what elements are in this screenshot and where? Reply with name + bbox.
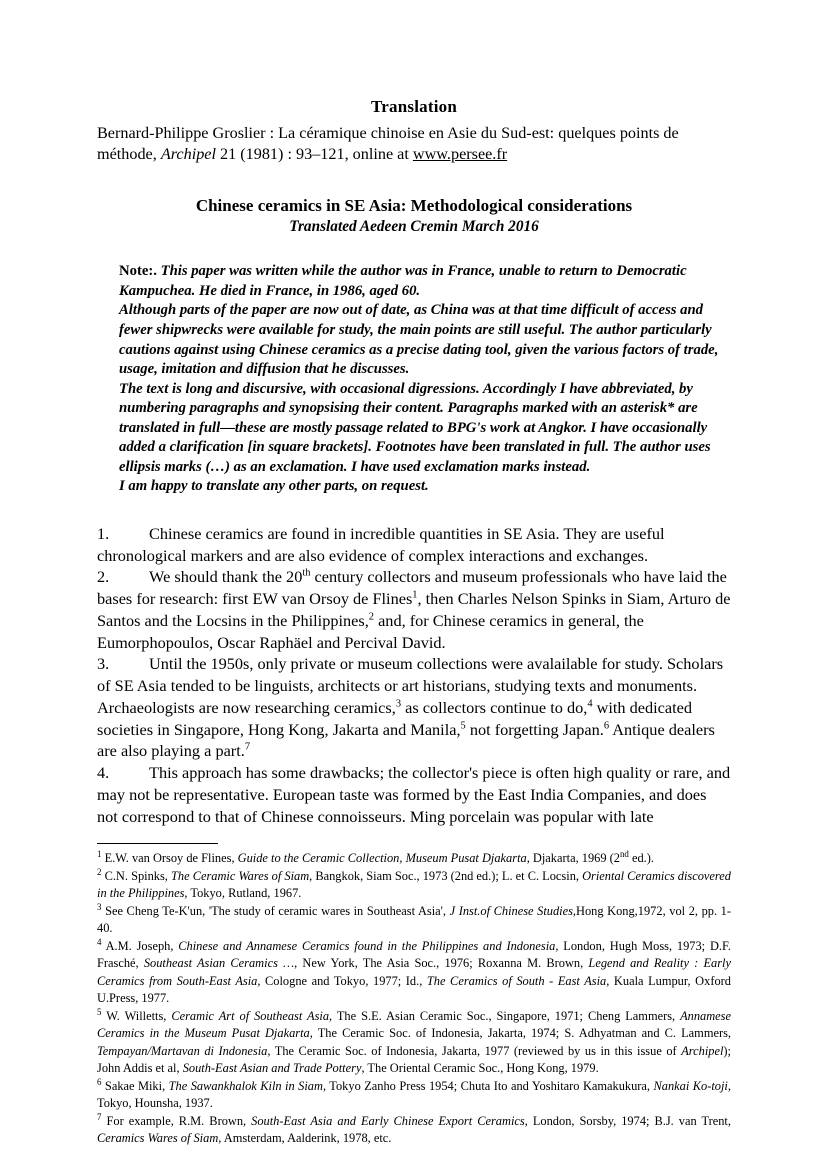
footnote-ref-2[interactable]: 2	[368, 611, 375, 623]
footnote-title-italic: Ceramic Art of Southeast Asia	[171, 1008, 330, 1023]
paragraph-number-4: 4.	[97, 763, 110, 783]
footnote-ordinal-suffix: nd	[619, 849, 629, 860]
footnote-marker: 5	[97, 1006, 102, 1017]
footnote-title-italic: The Sawankhalok Kiln in Siam	[168, 1078, 323, 1093]
footnote-title-italic: Guide to the Ceramic Collection, Museum Pusat Djakarta	[237, 851, 527, 866]
footnote-text: , Tokyo, Rutland, 1967.	[184, 886, 302, 901]
page-content	[97, 0, 731, 1148]
footnote-marker: 7	[97, 1111, 102, 1122]
footnote-title-italic: The Ceramic Wares of Siam	[171, 868, 310, 883]
footnote-ref-7[interactable]: 7	[244, 742, 251, 754]
footnote-text: , Bangkok, Siam Soc., 1973 (2nd ed.); L. et C. Locsin,	[309, 868, 583, 883]
paragraph-text-2a: We should thank the 20	[149, 567, 303, 587]
footnote-text: , Amsterdam, Aalderink, 1978, etc.	[218, 1131, 392, 1146]
footnote-text: See Cheng Te-K'un, 'The study of ceramic wares in Southeast Asia',	[105, 903, 450, 918]
footnote-text: , The Oriental Ceramic Soc., Hong Kong, 1979.	[361, 1061, 599, 1076]
note-text-1: This paper was written while the author was in France, unable to return to Democratic Kampuchea. He died in France, in 1986, aged 60.	[119, 263, 687, 299]
footnote-item	[97, 1008, 731, 1078]
numbered-paragraph-4	[97, 762, 731, 827]
footnote-text: , London, Hugh Moss, 1973; D.F. Frasché,	[97, 938, 731, 971]
footnote-text: W. Willetts,	[106, 1008, 172, 1023]
paragraph-text-3c: with dedicated societies in Singapore, Hong Kong, Jakarta and Manila,	[97, 697, 692, 739]
source-citation	[97, 123, 731, 166]
footnote-text: , The S.E. Asian Ceramic Soc., Singapore, 1971; Cheng Lammers,	[329, 1008, 681, 1023]
footnote-title-italic: Chinese and Annamese Ceramics found in the Philippines and Indonesia	[178, 938, 556, 953]
citation-volume-pages: 21 (1981) : 93–121, online at	[215, 145, 413, 164]
footnote-title-italic: Nankai Ko-toji	[653, 1078, 728, 1093]
footnote-text: , Kuala Lumpur, Oxford U.Press, 1977.	[97, 973, 731, 1006]
footnote-title-italic: Legend and Reality : Early Ceramics from South-East Asia	[97, 956, 731, 988]
footnote-separator-rule	[97, 843, 218, 844]
footnote-text: , The Ceramic Soc. of Indonesia, Jakarta, 1974; S. Adhyatman and C. Lammers,	[309, 1026, 732, 1041]
numbered-paragraph-3	[97, 653, 731, 762]
footnote-ref-3[interactable]: 3	[395, 698, 402, 710]
footnote-text: , Cologne and Tokyo, 1977; Id.,	[257, 973, 427, 988]
footnote-text: C.N. Spinks,	[104, 868, 172, 883]
footnote-ref-1[interactable]: 1	[412, 589, 418, 601]
footnote-title-italic: J Inst.of Chinese Studies	[449, 903, 573, 918]
footnote-title-italic: South-East Asian and Trade Pottery	[182, 1061, 362, 1076]
footnote-marker: 6	[97, 1076, 102, 1087]
paragraph-text-2b: century collectors and museum professionals who have laid the bases for research: first EW van Orsoy de Flines	[97, 567, 727, 609]
citation-authors-title: Bernard-Philippe Groslier : La céramique chinoise en Asie du Sud-est: quelques points de méthode,	[97, 123, 679, 164]
footnote-ref-5[interactable]: 5	[460, 720, 466, 732]
footnote-item	[97, 850, 731, 867]
footnote-title-italic: Southeast Asian Ceramics …	[143, 956, 295, 971]
paragraph-text-3b: as collectors continue to do,	[401, 697, 588, 717]
footnote-marker: 3	[97, 901, 102, 912]
citation-journal-name: Archipel	[160, 145, 216, 164]
footnote-text: ed.).	[628, 851, 654, 866]
footnote-title-italic: Archipel	[681, 1043, 724, 1058]
footnote-text: ); John Addis et al,	[97, 1043, 731, 1076]
note-paragraph-1	[119, 262, 731, 301]
paragraph-text-3e: Antique dealers are also playing a part.	[97, 719, 715, 761]
footnote-text: , Tokyo, Hounsha, 1937.	[97, 1078, 731, 1111]
paragraph-text-1: Chinese ceramics are found in incredible quantities in SE Asia. They are useful chronological markers and are also evidence of complex interactions and exchanges.	[97, 523, 665, 565]
footnotes-section	[97, 850, 731, 1147]
footnote-title-italic: The Ceramics of South - East Asia	[426, 973, 607, 988]
footnote-title-italic: Ceramics Wares of Siam	[97, 1131, 219, 1146]
footnote-text: Sakae Miki,	[104, 1078, 169, 1093]
note-label: Note:.	[119, 263, 157, 280]
note-paragraph-4: I am happy to translate any other parts, on request.	[119, 478, 429, 495]
footnote-item	[97, 868, 731, 903]
note-paragraph-3: The text is long and discursive, with occasional digressions. Accordingly I have abbreviated, by numbering paragraphs and synopsising their content. Paragraphs marked with an asterisk* are translated in full—these are mostly passage related to BPG's work at Angkor. I have occasionally added a clarification [in square brackets]. Footnotes have been translated in full. The author uses ellipsis marks (…) as an exclamation. I have used exclamation marks instead.	[119, 380, 711, 475]
paper-title: Chinese ceramics in SE Asia: Methodological considerations	[195, 195, 633, 215]
footnote-text: , London, Sorsby, 1974; B.J. van Trent,	[524, 1113, 731, 1128]
footnote-item	[97, 1078, 731, 1113]
footnote-text: A.M. Joseph,	[105, 938, 179, 953]
footnote-text: ,Hong Kong,1972, vol 2, pp. 1-40.	[97, 903, 731, 936]
footnote-text: E.W. van Orsoy de Flines,	[104, 851, 238, 866]
footnote-item	[97, 938, 731, 1008]
footnote-ref-6[interactable]: 6	[603, 720, 610, 732]
footnote-text: , Tokyo Zanho Press 1954; Chuta Ito and Yoshitaro Kamakukura,	[322, 1078, 654, 1093]
footnote-marker: 4	[97, 936, 102, 947]
footnote-title-italic: Tempayan/Martavan di Indonesia	[97, 1043, 268, 1058]
paragraph-text-2c: , then Charles Nelson Spinks in Siam, Arturo de Santos and the Locsins in the Philippines,	[97, 589, 731, 630]
note-paragraph-2: Although parts of the paper are now out of date, as China was at that time difficult of access and fewer shipwrecks were available for study, the main points are still useful. The author particularly cautions against using Chinese ceramics as a precise dating tool, given the various factors of trade, usage, imitation and diffusion that he discusses.	[119, 302, 719, 378]
footnote-item	[97, 1113, 731, 1148]
footnote-item	[97, 903, 731, 938]
paragraph-text-2d: and, for Chinese ceramics in general, the Eumorphopoulos, Oscar Raphäel and Percival David.	[97, 610, 644, 652]
translator-note	[97, 262, 731, 497]
footnote-marker: 1	[97, 849, 102, 860]
footnote-title-italic: Annamese Ceramics in the Museum Pusat Djakarta	[97, 1008, 732, 1041]
paragraph-number-2: 2.	[97, 567, 110, 587]
body-text	[97, 523, 731, 828]
paragraph-number-1: 1.	[97, 523, 110, 543]
footnote-text: , Djakarta, 1969 (2	[526, 851, 620, 866]
footnote-text: For example, R.M. Brown,	[106, 1113, 252, 1128]
footnote-marker: 2	[97, 866, 102, 877]
footnote-title-italic: Oriental Ceramics discovered in the Philippines	[97, 868, 731, 901]
footnote-text: , The Ceramic Soc. of Indonesia, Jakarta, 1977 (reviewed by us in this issue of	[267, 1043, 682, 1058]
paragraph-number-3: 3.	[97, 654, 110, 674]
footnote-text: , New York, The Asia Soc., 1976; Roxanna M. Brown,	[294, 956, 589, 971]
persee-link[interactable]: www.persee.fr	[412, 145, 508, 164]
translator-credit: Translated Aedeen Cremin March 2016	[289, 218, 539, 236]
paragraph-text-3a: Until the 1950s, only private or museum collections were avalailable for study. Scholars of SE Asia tended to be linguists, architects or art historians, studying texts and monuments. Archaeologists are now researching ceramics,	[97, 654, 724, 717]
footnote-ref-4[interactable]: 4	[587, 698, 593, 710]
page-title: Translation	[371, 97, 457, 116]
paragraph-text-3d: not forgetting Japan.	[465, 719, 604, 739]
ordinal-suffix-th: th	[302, 568, 311, 580]
numbered-paragraph-2	[97, 566, 731, 653]
footnote-title-italic: South-East Asia and Early Chinese Export Ceramics	[251, 1113, 525, 1128]
paragraph-text-4: This approach has some drawbacks; the collector's piece is often high quality or rare, and may not be representative. European taste was formed by the East India Companies, and does not correspond to that of Chinese connoisseurs. Ming porcelain was popular with late	[97, 763, 731, 826]
numbered-paragraph-1	[97, 523, 731, 567]
